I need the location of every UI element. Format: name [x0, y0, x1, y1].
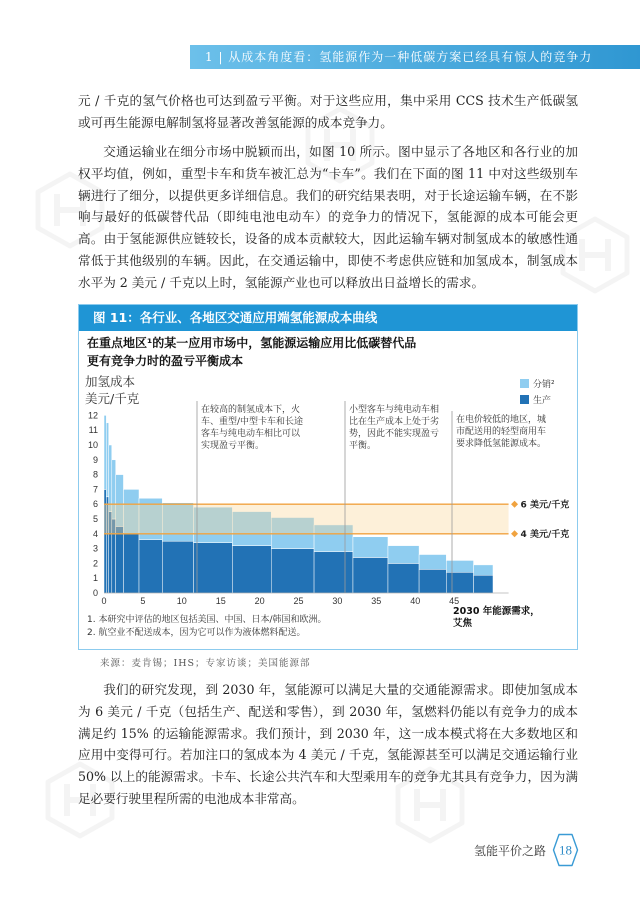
- x-tick-label: 45: [449, 596, 460, 606]
- bar-distribution: [419, 555, 446, 570]
- bar-production: [419, 569, 446, 593]
- bar-production: [123, 534, 139, 593]
- legend-swatch-production: [520, 395, 529, 404]
- x-tick-label: 15: [215, 596, 226, 606]
- annotation-high-cost-breakeven: [201, 404, 303, 452]
- y-tick-label: 9: [92, 454, 98, 465]
- x-tick-label: 30: [332, 596, 343, 606]
- body-paragraph: 我们的研究发现，到 2030 年，氢能源可以满足大量的交通能源需求。即使加氢成本为 6 美元 / 千克（包括生产、配送和零售），到 2030 年，氢燃料仍能以有竞争力的成本满足约 15% 的运输能源需求。我们预计，到 2030 年，这一成本模式将在大多数地区和应用中变得可行。若加注口的氢成本为 4 美元 / 千克，氢能源甚至可以满足交通运输行业 50% 以上的能源需求。卡车、长途公共汽车和大型乘用车的竞争尤其具有竞争力，因为满足必要行驶里程所需的电池成本非常高。: [78, 682, 578, 806]
- annotation-line: 市配送用的轻型商用车: [456, 427, 547, 437]
- y-tick-label: 7: [92, 484, 98, 495]
- x-tick-label: 25: [293, 596, 304, 606]
- x-axis-label: [453, 606, 540, 630]
- bar-production: [139, 540, 162, 593]
- bar-distribution: [104, 415, 106, 489]
- reference-band: [104, 504, 509, 534]
- x-tick-label: 20: [254, 596, 265, 606]
- y-axis-label-line: 美元/千克: [85, 391, 140, 406]
- annotation-line: 比在生产成本上处于劣: [349, 417, 440, 427]
- footnote: 2. 航空业不配送成本，因为它可以作为液体燃料配送。: [87, 628, 306, 638]
- bar-production: [314, 552, 353, 593]
- y-axis-label: [85, 373, 139, 407]
- y-tick-label: 5: [92, 514, 98, 524]
- bar-distribution: [353, 537, 388, 558]
- annotation-line: 车、重型/中型卡车和长途: [201, 417, 304, 427]
- y-tick-label: 8: [92, 469, 98, 480]
- bar-distribution: [474, 565, 493, 575]
- legend-label-production: 生产: [533, 396, 552, 406]
- bar-production: [193, 543, 232, 593]
- y-tick-label: 1: [92, 573, 98, 584]
- chapter-header-band: [190, 45, 640, 69]
- y-axis-label-line: 加氢成本: [85, 374, 136, 389]
- chart-subtitle-line: 更有竞争力时的盈亏平衡成本: [87, 354, 244, 368]
- bar-production: [271, 549, 314, 593]
- legend-swatch-distribution: [520, 379, 529, 388]
- chart-legend: [520, 377, 555, 409]
- bar-distribution: [109, 445, 112, 512]
- legend-label-distribution: 分销²: [533, 380, 555, 390]
- y-tick-label: 11: [88, 425, 98, 436]
- annotation-line: 小型客车与纯电动车相: [349, 405, 440, 415]
- x-tick-label: 35: [371, 596, 382, 606]
- y-tick-label: 3: [92, 543, 98, 554]
- body-paragraph: 元 / 千克的氢气价格也可达到盈亏平衡。对于这些应用，集中采用 CCS 技术生产低碳氢或可再生能源电解制氢将显著改善氢能源的成本竞争力。: [78, 93, 578, 130]
- figure-header-band: [79, 305, 577, 331]
- y-tick-label: 10: [87, 440, 98, 450]
- footnote: 1. 本研究中评估的地区包括美国、中国、日本/韩国和欧洲。: [87, 615, 327, 625]
- annotation-line: 客车与纯电动车相比可以: [201, 429, 301, 439]
- bar-distribution: [388, 546, 419, 564]
- reference-diamond-icon: [511, 501, 518, 508]
- x-tick-label: 0: [101, 596, 107, 606]
- bar-distribution: [446, 560, 473, 572]
- footer-title: 氢能平价之路: [474, 844, 547, 858]
- x-axis-label-line: 2030 年能源需求，: [453, 606, 540, 617]
- annotation-line: 要求降低氢能源成本。: [456, 439, 547, 449]
- x-tick-label: 10: [176, 596, 187, 606]
- annotation-line: 实现盈亏平衡。: [201, 441, 265, 451]
- chapter-title: 1 | 从成本角度看：氢能源作为一种低碳方案已经具有惊人的竞争力: [205, 50, 593, 64]
- bar-production: [388, 563, 419, 593]
- y-tick-label: 12: [87, 410, 98, 421]
- annotation-line: 平衡。: [349, 441, 377, 451]
- y-tick-label: 2: [92, 558, 98, 569]
- bar-production: [353, 557, 388, 593]
- chart-subtitle-line: 在重点地区¹的某一应用市场中，氢能源运输应用比低碳替代品: [87, 336, 417, 350]
- annotation-light-commercial-vehicle: [456, 414, 546, 450]
- bar-production: [116, 526, 124, 593]
- y-tick-label: 0: [92, 588, 98, 598]
- page-number: 18: [559, 842, 572, 858]
- bar-production: [162, 541, 193, 593]
- reference-diamond-icon: [511, 530, 518, 537]
- bar-production: [232, 546, 271, 593]
- annotation-line: 在电价较低的地区，城: [456, 415, 547, 425]
- x-tick-label: 40: [410, 596, 421, 606]
- annotation-line: 势，因此不能实现盈亏: [349, 429, 440, 439]
- bar-production: [474, 575, 493, 593]
- reference-line-label: 6 美元/千克: [520, 500, 570, 511]
- annotation-small-passenger-car: [349, 404, 439, 452]
- bar-production: [446, 572, 473, 593]
- figure-source: 来源：麦肯锡；IHS；专家访谈；美国能源部: [100, 658, 311, 669]
- page-number-badge: [552, 833, 579, 867]
- annotation-line: 在较高的制氢成本下，火: [201, 405, 301, 415]
- legend-item-distribution: [520, 377, 555, 393]
- x-axis-label-line: 艾焦: [453, 618, 473, 629]
- chart-subtitle: [87, 334, 416, 370]
- x-tick-label: 5: [140, 596, 146, 606]
- bar-distribution: [106, 423, 108, 497]
- figure-box: [78, 304, 578, 650]
- figure-footnotes: [87, 614, 326, 640]
- legend-item-production: [520, 393, 555, 409]
- figure-title: 图 11：各行业、各地区交通应用端氢能源成本曲线: [93, 310, 378, 325]
- y-tick-label: 4: [92, 528, 98, 539]
- body-paragraph: 交通运输业在细分市场中脱颖而出，如图 10 所示。图中显示了各地区和各行业的加权平均值，例如，重型卡车和货车被汇总为“卡车”。我们在下面的图 11 中对这些级别车辆进行了细分，以提供更多详细信息。我们的研究结果表明，对于长途运输车辆，在不影响与最好的低碳替代品（即纯电池电动车）的竞争力的情况下，氢能源的成本可能会更高。由于氢能源供应链较长，设备的成本贡献较大，因此运输车辆对制氢成本的敏感性通常低于其他级别的车辆。因此，在交通运输中，即使不考虑供应链和加氢成本，制氢成本水平为 2 美元 / 千克以上时，氢能源产业也可以释放出日益增长的需求。: [78, 144, 578, 290]
- reference-line-label: 4 美元/千克: [520, 530, 570, 540]
- y-tick-label: 6: [92, 499, 98, 510]
